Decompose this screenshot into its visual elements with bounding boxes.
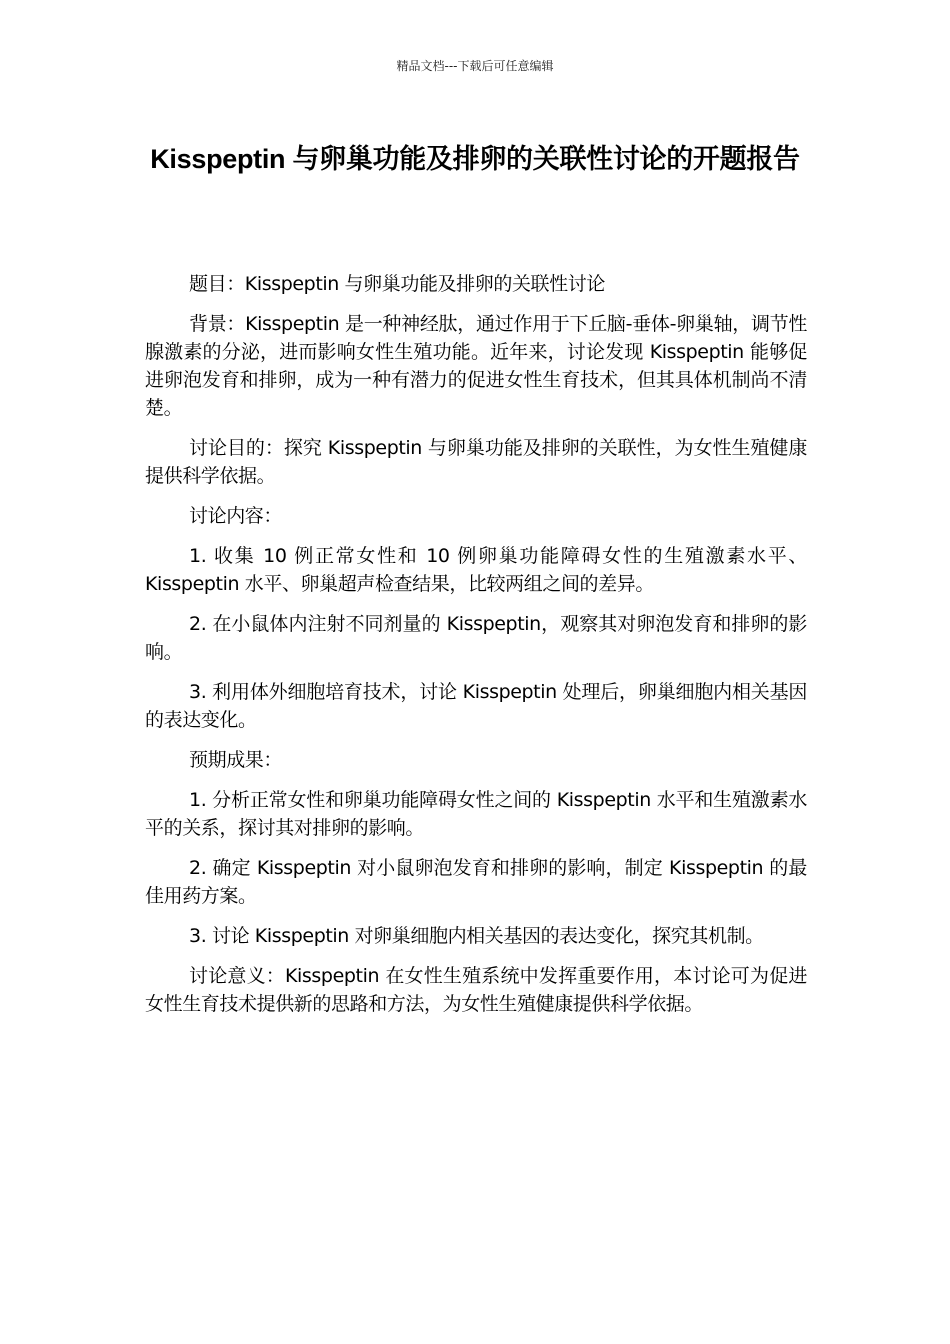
document-body [145, 270, 807, 1030]
paragraph-topic: 题目：Kisspeptin 与卵巢功能及排卵的关联性讨论 [189, 273, 605, 295]
paragraph-content-item-2: 2. 在小鼠体内注射不同剂量的 Kisspeptin，观察其对卵泡发育和排卵的影响。 [145, 613, 807, 663]
paragraph-purpose: 讨论目的：探究 Kisspeptin 与卵巢功能及排卵的关联性，为女性生殖健康提供科学依据。 [145, 437, 807, 487]
paragraph-significance: 讨论意义：Kisspeptin 在女性生殖系统中发挥重要作用，本讨论可为促进女性生育技术提供新的思路和方法，为女性生殖健康提供科学依据。 [145, 965, 807, 1015]
paragraph-background: 背景：Kisspeptin 是一种神经肽，通过作用于下丘脑-垂体-卵巢轴，调节性腺激素的分泌，进而影响女性生殖功能。近年来，讨论发现 Kisspeptin 能够促进卵泡发育和排卵，成为一种有潜力的促进女性生育技术，但其具体机制尚不清楚。 [145, 313, 807, 419]
document-title: Kisspeptin 与卵巢功能及排卵的关联性讨论的开题报告 [150, 144, 800, 174]
paragraph-content-item-3: 3. 利用体外细胞培育技术，讨论 Kisspeptin 处理后，卵巢细胞内相关基因的表达变化。 [145, 681, 807, 731]
header-note: 精品文档---下载后可任意编辑 [396, 59, 554, 73]
paragraph-results-item-1: 1. 分析正常女性和卵巢功能障碍女性之间的 Kisspeptin 水平和生殖激素水平的关系，探讨其对排卵的影响。 [145, 789, 807, 839]
paragraph-results-heading: 预期成果： [189, 749, 283, 771]
paragraph-results-item-2: 2. 确定 Kisspeptin 对小鼠卵泡发育和排卵的影响，制定 Kisspeptin 的最佳用药方案。 [145, 857, 807, 907]
paragraph-content-item-1: 1. 收集 10 例正常女性和 10 例卵巢功能障碍女性的生殖激素水平、Kisspeptin 水平、卵巢超声检查结果，比较两组之间的差异。 [145, 545, 807, 595]
paragraph-results-item-3: 3. 讨论 Kisspeptin 对卵巢细胞内相关基因的表达变化，探究其机制。 [189, 925, 764, 947]
paragraph-content-heading: 讨论内容： [189, 505, 283, 527]
